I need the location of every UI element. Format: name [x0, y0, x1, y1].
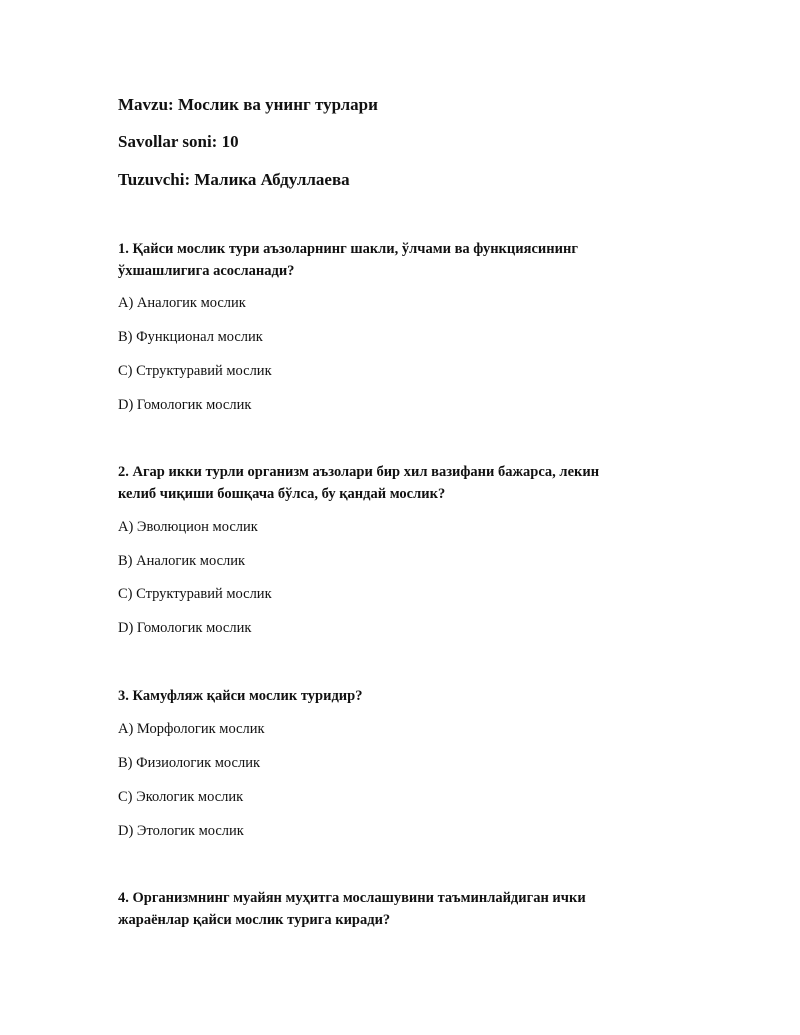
question-text-line: келиб чиқиши бошқача бўлса, бу қандай мослик? [118, 486, 446, 502]
answer-option-a: A) Морфологик мослик [118, 721, 265, 737]
question-1 [118, 238, 578, 282]
answer-option-c: C) Экологик мослик [118, 789, 244, 805]
answer-option-a: A) Аналогик мослик [118, 295, 246, 311]
question-text-line: 1. Қайси мослик тури аъзоларнинг шакли, ўлчами ва функциясининг [118, 241, 578, 257]
question-2 [118, 461, 599, 505]
answer-option-b: B) Физиологик мослик [118, 755, 261, 771]
question-4 [118, 887, 586, 931]
answer-option-d: D) Этологик мослик [118, 823, 244, 839]
topic-heading: Mavzu: Мослик ва унинг турлари [118, 95, 378, 114]
question-text-line: 4. Организмнинг муайян муҳитга мослашувини таъминлайдиган ички [118, 890, 586, 906]
answer-option-c: C) Структуравий мослик [118, 586, 272, 602]
question-3 [118, 685, 362, 707]
question-text-line: 3. Камуфляж қайси мослик туридир? [118, 688, 363, 704]
question-text-line: 2. Агар икки турли организм аъзолари бир хил вазифани бажарса, лекин [118, 464, 600, 480]
author-line: Tuzuvchi: Малика Абдуллаева [118, 170, 350, 189]
answer-option-c: C) Структуравий мослик [118, 363, 272, 379]
answer-option-a: A) Эволюцион мослик [118, 519, 258, 535]
question-text-line: жараёнлар қайси мослик турига киради? [118, 912, 391, 928]
question-count: Savollar soni: 10 [118, 132, 239, 151]
answer-option-d: D) Гомологик мослик [118, 397, 252, 413]
answer-option-b: B) Аналогик мослик [118, 553, 246, 569]
question-text-line: ўхшашлигига асосланади? [118, 263, 295, 279]
answer-option-b: B) Функционал мослик [118, 329, 263, 345]
answer-option-d: D) Гомологик мослик [118, 620, 252, 636]
